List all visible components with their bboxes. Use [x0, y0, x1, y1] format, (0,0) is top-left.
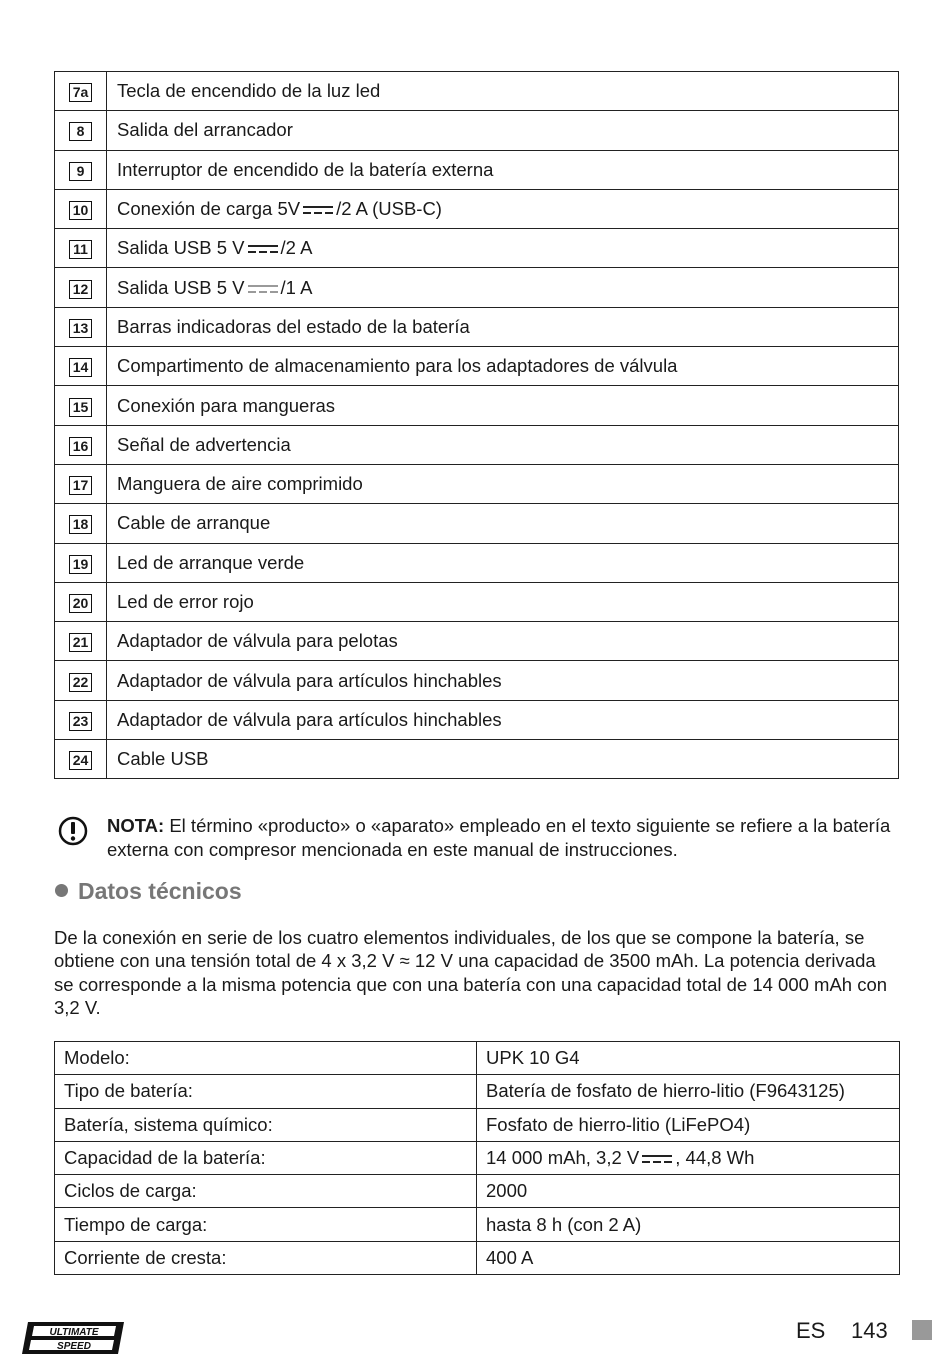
spec-value-cell — [477, 1108, 900, 1141]
parts-row — [55, 386, 899, 425]
section-title: Datos técnicos — [78, 878, 242, 904]
spec-row — [55, 1241, 900, 1274]
parts-row — [55, 464, 899, 503]
part-description-cell — [107, 150, 899, 189]
parts-list-table — [54, 71, 899, 779]
part-number-cell — [55, 622, 107, 661]
part-number-badge: 16 — [69, 437, 92, 456]
part-description: Salida USB 5 V — [117, 237, 245, 259]
spec-row — [55, 1042, 900, 1075]
part-number-cell — [55, 111, 107, 150]
bullet-icon — [55, 884, 68, 897]
technical-data-table — [54, 1041, 900, 1275]
part-description-cell — [107, 72, 899, 111]
spec-label: Tiempo de carga: — [55, 1208, 477, 1241]
spec-value: 2000 — [486, 1180, 528, 1202]
spec-value-suffix: , 44,8 Wh — [675, 1147, 755, 1169]
note-text — [107, 814, 907, 862]
parts-row — [55, 307, 899, 346]
parts-row — [55, 111, 899, 150]
spec-row — [55, 1108, 900, 1141]
page-marker — [912, 1320, 932, 1340]
spec-row — [55, 1075, 900, 1108]
part-description: Salida del arrancador — [117, 119, 293, 141]
part-number-badge: 10 — [69, 201, 92, 220]
part-description-cell — [107, 229, 899, 268]
spec-row — [55, 1141, 900, 1174]
part-description-cell — [107, 582, 899, 621]
part-description: Interruptor de encendido de la batería externa — [117, 158, 494, 180]
part-description-cell — [107, 700, 899, 739]
note-label: NOTA: — [107, 815, 165, 836]
part-number-cell — [55, 307, 107, 346]
spec-label: Corriente de cresta: — [55, 1241, 477, 1274]
spec-value-cell — [477, 1175, 900, 1208]
dc-symbol-icon — [248, 245, 278, 253]
spec-value: Batería de fosfato de hierro-litio (F9643125) — [486, 1080, 845, 1102]
part-number-cell — [55, 189, 107, 228]
part-description: Barras indicadoras del estado de la batería — [117, 315, 470, 337]
part-number-cell — [55, 386, 107, 425]
parts-row — [55, 189, 899, 228]
part-description-cell — [107, 307, 899, 346]
dc-symbol-icon — [248, 285, 278, 293]
part-number-badge: 21 — [69, 633, 92, 652]
part-description-suffix: /2 A (USB-C) — [336, 198, 442, 220]
parts-row — [55, 700, 899, 739]
parts-row — [55, 504, 899, 543]
part-description-cell — [107, 543, 899, 582]
part-description-cell — [107, 111, 899, 150]
spec-label: Batería, sistema químico: — [55, 1108, 477, 1141]
part-description-cell — [107, 347, 899, 386]
part-description: Adaptador de válvula para pelotas — [117, 630, 398, 652]
spec-value: 400 A — [486, 1246, 534, 1268]
part-description-cell — [107, 189, 899, 228]
parts-row — [55, 582, 899, 621]
dc-symbol-icon — [642, 1155, 672, 1163]
part-number-cell — [55, 347, 107, 386]
part-description-suffix: /2 A — [280, 237, 313, 259]
part-number-badge: 20 — [69, 594, 92, 613]
parts-row — [55, 661, 899, 700]
part-number-badge: 15 — [69, 398, 92, 417]
part-number-cell — [55, 464, 107, 503]
part-number-badge: 12 — [69, 280, 92, 299]
ultimate-speed-logo — [20, 1320, 126, 1356]
spec-value-cell — [477, 1208, 900, 1241]
part-number-badge: 13 — [69, 319, 92, 338]
parts-row — [55, 268, 899, 307]
spec-label: Modelo: — [55, 1042, 477, 1075]
part-description-cell — [107, 268, 899, 307]
dc-symbol-icon — [303, 206, 333, 214]
part-description: Cable USB — [117, 748, 209, 770]
parts-row — [55, 622, 899, 661]
part-number-cell — [55, 740, 107, 779]
part-number-cell — [55, 268, 107, 307]
part-description: Tecla de encendido de la luz led — [117, 80, 381, 102]
page-number: 143 — [851, 1318, 888, 1343]
part-description: Cable de arranque — [117, 512, 271, 534]
section-heading — [55, 878, 242, 905]
spec-value-cell — [477, 1141, 900, 1174]
spec-value: 14 000 mAh, 3,2 V — [486, 1147, 640, 1169]
part-number-badge: 14 — [69, 358, 92, 377]
part-description: Adaptador de válvula para artículos hinchables — [117, 669, 502, 691]
part-description-suffix: /1 A — [280, 276, 313, 298]
part-description-cell — [107, 386, 899, 425]
parts-row — [55, 72, 899, 111]
part-number-cell — [55, 229, 107, 268]
part-number-badge: 19 — [69, 555, 92, 574]
svg-text:SPEED: SPEED — [57, 1341, 91, 1352]
parts-row — [55, 347, 899, 386]
body-paragraph: De la conexión en serie de los cuatro elementos individuales, de los que se compone la batería, se obtiene con una tensión total de 4 x 3,2 V ≈ 12 V una capacidad de 3500 mAh. La potencia derivada se corresponde a la misma potencia que con una batería con una capacidad total de 14 000 mAh con 3,2 V. — [54, 927, 888, 1018]
part-number-cell — [55, 700, 107, 739]
part-description: Compartimento de almacenamiento para los adaptadores de válvula — [117, 355, 678, 377]
part-number-badge: 22 — [69, 673, 92, 692]
part-description: Conexión de carga 5V — [117, 198, 301, 220]
part-description-cell — [107, 661, 899, 700]
part-number-badge: 18 — [69, 515, 92, 534]
part-description: Señal de advertencia — [117, 433, 291, 455]
spec-value-cell — [477, 1042, 900, 1075]
part-number-badge: 17 — [69, 476, 92, 495]
part-number-cell — [55, 425, 107, 464]
part-number-cell — [55, 150, 107, 189]
spec-value: Fosfato de hierro-litio (LiFePO4) — [486, 1113, 751, 1135]
spec-value: hasta 8 h (con 2 A) — [486, 1213, 642, 1235]
part-description: Led de arranque verde — [117, 551, 305, 573]
part-number-badge: 9 — [69, 162, 92, 181]
spec-label: Capacidad de la batería: — [55, 1141, 477, 1174]
part-number-cell — [55, 72, 107, 111]
part-number-badge: 24 — [69, 751, 92, 770]
parts-row — [55, 740, 899, 779]
parts-row — [55, 425, 899, 464]
spec-value-cell — [477, 1075, 900, 1108]
spec-label: Tipo de batería: — [55, 1075, 477, 1108]
part-description: Adaptador de válvula para artículos hinchables — [117, 708, 502, 730]
part-number-cell — [55, 504, 107, 543]
part-description-cell — [107, 425, 899, 464]
spec-label: Ciclos de carga: — [55, 1175, 477, 1208]
part-description-cell — [107, 464, 899, 503]
part-description: Led de error rojo — [117, 591, 254, 612]
part-number-cell — [55, 661, 107, 700]
part-description-cell — [107, 740, 899, 779]
svg-text:ULTIMATE: ULTIMATE — [49, 1327, 99, 1338]
note-body: El término «producto» o «aparato» empleado en el texto siguiente se refiere a la batería externa con compresor mencionada en este manual de instrucciones. — [107, 815, 891, 860]
parts-row — [55, 229, 899, 268]
spec-value: UPK 10 G4 — [486, 1047, 580, 1069]
part-description: Salida USB 5 V — [117, 276, 245, 298]
part-number-badge: 7a — [69, 83, 92, 102]
spec-value-cell — [477, 1241, 900, 1274]
part-description: Manguera de aire comprimido — [117, 473, 363, 495]
part-description-cell — [107, 504, 899, 543]
part-number-badge: 11 — [69, 240, 92, 259]
part-number-cell — [55, 543, 107, 582]
part-number-badge: 8 — [69, 122, 92, 141]
part-description-cell — [107, 622, 899, 661]
spec-row — [55, 1175, 900, 1208]
part-description: Conexión para mangueras — [117, 394, 336, 416]
parts-row — [55, 150, 899, 189]
part-number-cell — [55, 582, 107, 621]
exclamation-circle-icon — [58, 816, 88, 846]
spec-row — [55, 1208, 900, 1241]
page-language: ES — [796, 1318, 826, 1343]
part-number-badge: 23 — [69, 712, 92, 731]
parts-row — [55, 543, 899, 582]
